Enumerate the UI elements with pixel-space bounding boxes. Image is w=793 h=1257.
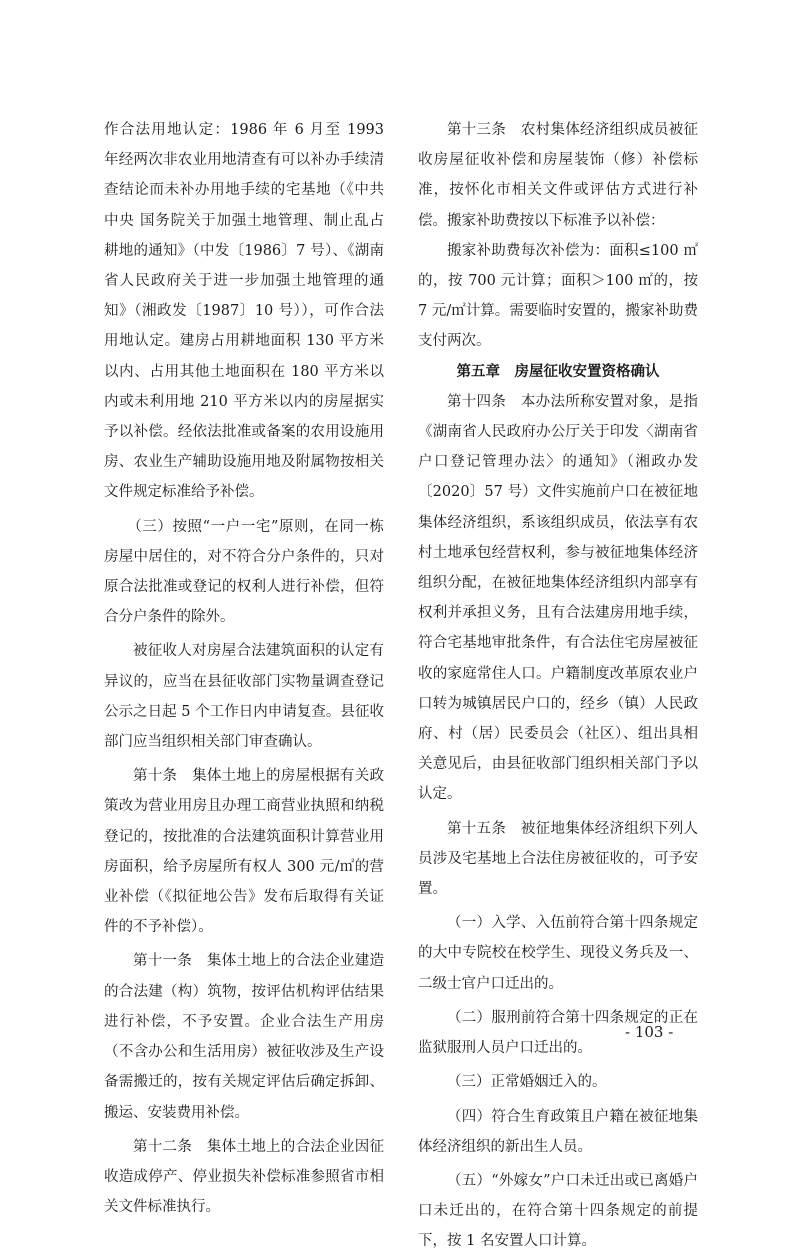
page-number: - 103 - [625,1023,674,1041]
list-item: （一）入学、入伍前符合第十四条规定的大中专院校在校学生、现役义务兵及一、二级士官户口迁出的。 [418,915,698,992]
article-14: 第十四条 本办法所称安置对象，是指《湖南省人民政府办公厅关于印发〈湖南省户口登记管理办法〉的通知》（湘政办发〔2020〕57 号）文件实施前户口在被征地集体经济组织，系该组织成员，依法享有农村土地承包经营权利，参与被征地集体经济组织分配，在被征地集体经济组织内部享有权利并承担义务，且有合法建房用地手续，符合宅基地审批条件，有合法住宅房屋被征收的家庭常住人口。户籍制度改革原农业户口转为城镇居民户口的，经乡（镇）人民政府、村（居）民委员会（社区）、组出具相关意见后，由县征收部门组织相关部门予以认定。 [418,393,698,803]
article-11: 第十一条 集体土地上的合法企业建造的合法建（构）筑物，按评估机构评估结果进行补偿，不予安置。企业合法生产用房（不含办公和生活用房）被征收涉及生产设备需搬迁的，按有关规定评估后确定拆卸、搬运、安装费用补偿。 [104,953,384,1121]
paragraph: （三）按照“一户一宅”原则，在同一栋房屋中居住的，对不符合分户条件的，只对原合法批准或登记的权利人进行补偿，但符合分户条件的除外。 [104,518,384,626]
article-10: 第十条 集体土地上的房屋根据有关政策改为营业用房且办理工商营业执照和纳税登记的，按批准的合法建筑面积计算营业用房面积，给予房屋所有权人 300 元/㎡的营业补偿（《拟征地公告》发布后取得有关证件的不予补偿）。 [104,768,384,936]
chapter-heading: 第五章 房屋征收安置资格确认 [456,363,660,380]
paragraph: 被征收人对房屋合法建筑面积的认定有异议的，应当在县征收部门实物量调查登记公示之日起 5 个工作日内申请复查。县征收部门应当组织相关部门审查确认。 [104,643,384,751]
left-column [104,115,384,1222]
article-13: 第十三条 农村集体经济组织成员被征收房屋征收补偿和房屋装饰（修）补偿标准，按怀化市相关文件或评估方式进行补偿。搬家补助费按以下标准予以补偿： [418,122,698,229]
article-15: 第十五条 被征地集体经济组织下列人员涉及宅基地上合法住房被征收的，可予安置。 [418,820,698,898]
list-item: （五）“外嫁女”户口未迁出或已离婚户口未迁出的，在符合第十四条规定的前提下，按 1 名安置人口计算。 [418,1172,698,1250]
list-item: （二）服刑前符合第十四条规定的正在监狱服刑人员户口迁出的。 [418,1009,698,1057]
right-column [418,115,698,1257]
list-item: （四）符合生育政策且户籍在被征地集体经济组织的新出生人员。 [418,1108,698,1155]
paragraph: 作合法用地认定：1986 年 6 月至 1993 年经两次非农业用地清查有可以补办手续清查结论而未补办用地手续的宅基地（《中共中央 国务院关于加强土地管理、制止乱占耕地的通知》（中发〔1986〕7 号）、《湖南省人民政府关于进一步加强土地管理的通知》（湘政发〔1987〕10 号）），可作合法用地认定。建房占用耕地面积 130 平方米以内、占用其他土地面积在 180 平方米以内或未利用地 210 平方米以内的房屋据实予以补偿。经依法批准或备案的农用设施用房、农业生产辅助设施用地及附属物按相关文件规定标准给予补偿。 [104,122,384,501]
paragraph: 搬家补助费每次补偿为：面积≤100 ㎡的，按 700 元计算；面积＞100 ㎡的，按 7 元/㎡计算。需要临时安置的，搬家补助费支付两次。 [418,242,698,350]
list-item: （三）正常婚姻迁入的。 [447,1074,607,1091]
article-12: 第十二条 集体土地上的合法企业因征收造成停产、停业损失补偿标准参照省市相关文件标准执行。 [104,1138,384,1216]
